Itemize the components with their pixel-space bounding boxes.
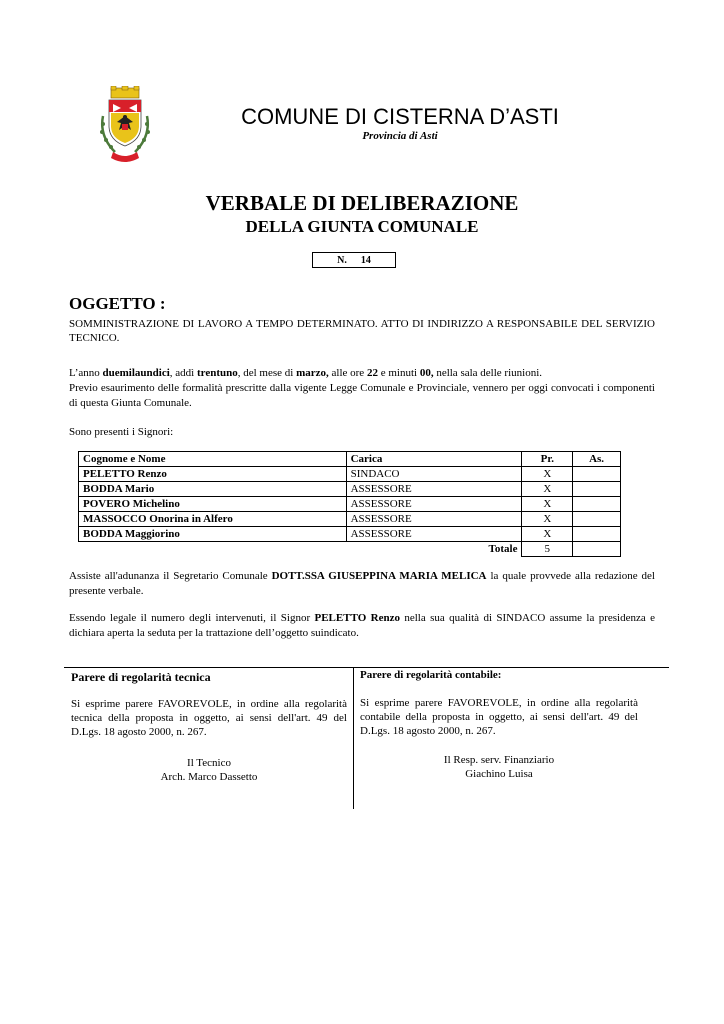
text-fragment: la quale provvede alla redazione del presente verbale.: [69, 570, 655, 597]
table-row: [79, 512, 621, 527]
cell-carica: ASSESSORE: [346, 497, 522, 512]
totale-label: Totale: [79, 542, 522, 557]
cell-nome: PELETTO Renzo: [79, 467, 347, 482]
cell-pr: X: [522, 497, 573, 512]
number-label: N.: [337, 254, 347, 266]
cell-carica: ASSESSORE: [346, 512, 522, 527]
parere-contabile-title: Parere di regolarità contabile:: [360, 669, 502, 681]
parere-tecnica-role: Il Tecnico: [187, 757, 231, 769]
text-fragment: , del mese di: [237, 367, 297, 379]
cell-nome: MASSOCCO Onorina in Alfero: [79, 512, 347, 527]
convocation-paragraph: Previo esaurimento delle formalità prescritte dalla vigente Legge Comunale e Provinciale, vennero per oggi convocati i componenti di questa Giunta Comunale.: [69, 382, 655, 409]
cell-pr: X: [522, 512, 573, 527]
header-carica: Carica: [346, 452, 522, 467]
header-pr: Pr.: [522, 452, 573, 467]
header-as: As.: [573, 452, 621, 467]
presenti-label: Sono presenti i Signori:: [69, 426, 174, 438]
presidenza-paragraph: [69, 611, 655, 641]
parere-tecnica-text: Si esprime parere FAVOREVOLE, in ordine alla regolarità tecnica della proposta in oggetto, ai sensi dell'art. 49 del D.Lgs. 18 agosto 2000, n. 267.: [71, 698, 347, 738]
header-nome: Cognome e Nome: [79, 452, 347, 467]
text-fragment: Essendo legale il numero degli intervenuti, il Signor: [69, 612, 315, 624]
totale-as: [573, 542, 621, 557]
table-total-row: [79, 542, 621, 557]
text-fragment: alle ore: [328, 367, 367, 379]
text-fragment: nella sala delle riunioni.: [433, 367, 542, 379]
text-fragment: L’anno: [69, 367, 103, 379]
pareri-divider: [64, 667, 669, 668]
table-row: [79, 482, 621, 497]
number-value: 14: [360, 254, 371, 266]
table-row: [79, 527, 621, 542]
cell-nome: BODDA Mario: [79, 482, 347, 497]
minutes-text: 00,: [419, 367, 434, 379]
totale-pr: 5: [522, 542, 573, 557]
verbale-subtitle: DELLA GIUNTA COMUNALE: [245, 217, 479, 236]
cell-carica: ASSESSORE: [346, 482, 522, 497]
hour-text: 22: [366, 367, 378, 379]
parere-contabile-text: Si esprime parere FAVOREVOLE, in ordine alla regolarità contabile della proposta in oggetto, ai sensi dell'art. 49 del D.Lgs. 18 agosto 2000, n. 267.: [360, 697, 638, 737]
year-text: duemilaundici: [102, 367, 170, 379]
attendance-table: [78, 451, 621, 557]
segretario-name: DOTT.SSA GIUSEPPINA MARIA MELICA: [271, 570, 487, 582]
cell-pr: X: [522, 482, 573, 497]
parere-contabile-role: Il Resp. serv. Finanziario: [443, 754, 555, 766]
text-fragment: e minuti: [377, 367, 420, 379]
cell-nome: BODDA Maggiorino: [79, 527, 347, 542]
segretario-paragraph: [69, 569, 655, 599]
table-row: [79, 467, 621, 482]
text-fragment: , addì: [169, 367, 197, 379]
cell-carica: ASSESSORE: [346, 527, 522, 542]
coat-of-arms-icon: [97, 86, 153, 166]
cell-as: [573, 482, 621, 497]
verbale-title: VERBALE DI DELIBERAZIONE: [205, 191, 519, 215]
comune-title: COMUNE DI CISTERNA D’ASTI: [241, 104, 559, 129]
table-header-row: [79, 452, 621, 467]
cell-as: [573, 527, 621, 542]
pareri-column-divider: [353, 667, 354, 809]
deliberation-number-box: [312, 252, 396, 268]
cell-as: [573, 497, 621, 512]
presidente-name: PELETTO Renzo: [314, 612, 400, 624]
cell-as: [573, 512, 621, 527]
parere-contabile-signer: Giachino Luisa: [465, 768, 533, 780]
cell-as: [573, 467, 621, 482]
cell-pr: X: [522, 467, 573, 482]
oggetto-text: SOMMINISTRAZIONE DI LAVORO A TEMPO DETERMINATO. ATTO DI INDIRIZZO A RESPONSABILE DEL SERVIZIO TECNICO.: [69, 318, 655, 344]
text-fragment: Assiste all'adunanza il Segretario Comunale: [69, 570, 272, 582]
meeting-date-paragraph: [69, 366, 655, 381]
day-text: trentuno: [196, 367, 238, 379]
cell-carica: SINDACO: [346, 467, 522, 482]
cell-pr: X: [522, 527, 573, 542]
cell-nome: POVERO Michelino: [79, 497, 347, 512]
provincia-subtitle: Provincia di Asti: [362, 130, 438, 142]
text-fragment: nella sua qualità di SINDACO assume la presidenza e dichiara aperta la seduta per la trattazione dell’oggetto suindicato.: [69, 612, 656, 639]
month-text: marzo,: [296, 367, 329, 379]
parere-tecnica-signer: Arch. Marco Dassetto: [160, 771, 258, 783]
table-row: [79, 497, 621, 512]
parere-tecnica-title: Parere di regolarità tecnica: [71, 670, 211, 684]
oggetto-label: OGGETTO :: [69, 294, 166, 313]
